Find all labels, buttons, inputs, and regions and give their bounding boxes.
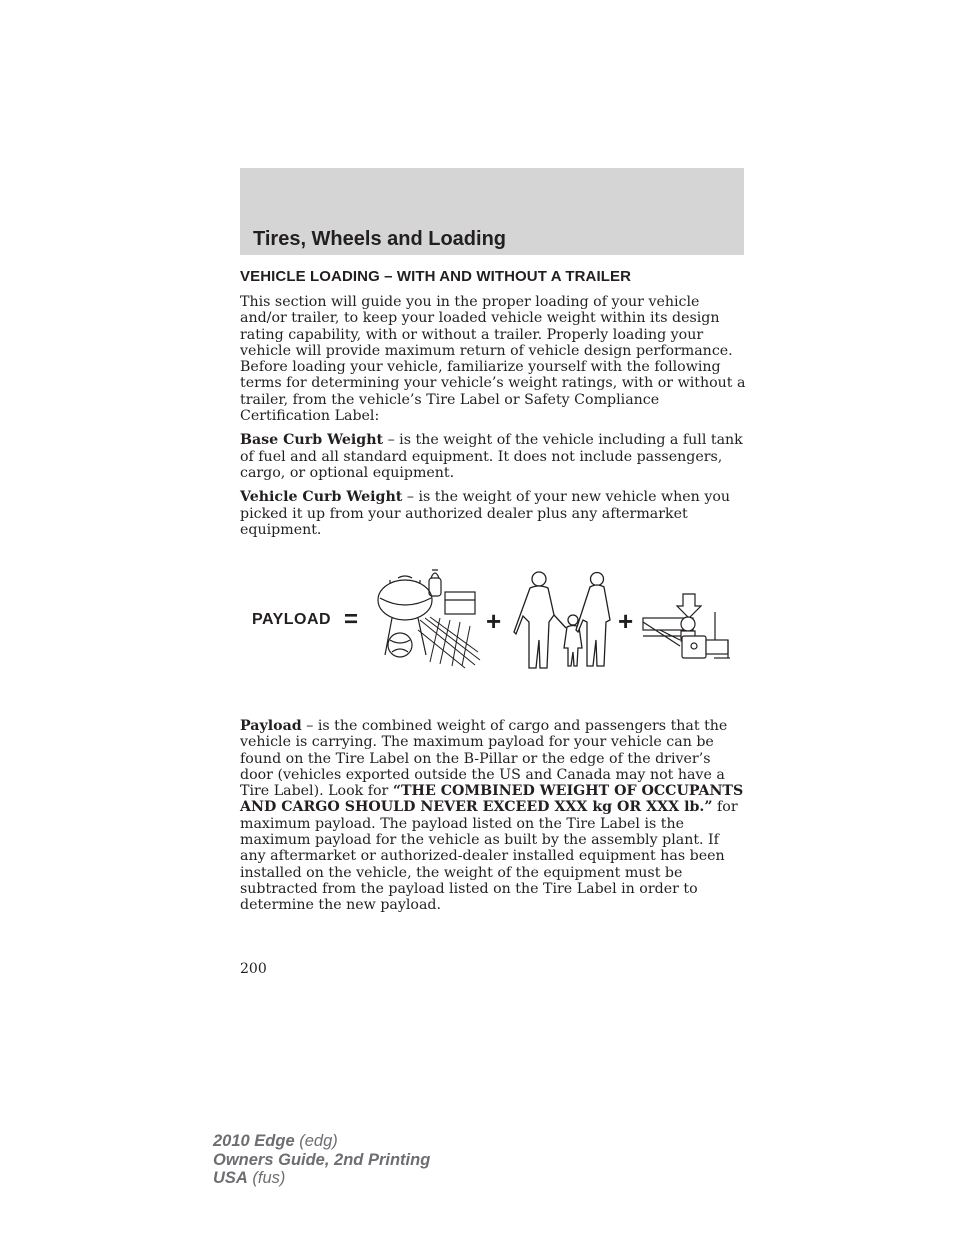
payload-definition-part2: for maximum payload. The payload listed on the Tire Label is the maximum payload for the vehicle as built by the assembly plant. If any aftermarket or authorized-dealer installed equipment has been installed on the vehicle, the weight of the equipment must be subtracted from the payload listed on the Tire Label in order to determine the new payload.: [240, 799, 738, 914]
footer-guide: Owners Guide, 2nd Printing: [213, 1150, 431, 1169]
chapter-title: Tires, Wheels and Loading: [253, 228, 507, 250]
footer-model: 2010 Edge: [213, 1132, 295, 1150]
payload-term: Payload: [240, 718, 302, 734]
footer-line-market: [213, 1169, 430, 1188]
footer-model-code: (edg): [294, 1132, 338, 1150]
vehicle-curb-weight-term: Vehicle Curb Weight: [240, 489, 403, 506]
document-footer: [213, 1132, 430, 1188]
payload-warning-text: “THE COMBINED WEIGHT OF OCCUPANTS AND CARGO SHOULD NEVER EXCEED XXX kg OR XXX lb.”: [240, 783, 744, 816]
page-number: 200: [240, 961, 267, 977]
footer-market: USA: [213, 1169, 248, 1187]
intro-paragraph: This section will guide you in the proper loading of your vehicle and/or trailer, to keep your loaded vehicle weight within its design rating capability, with or without a trailer. Properly loading your vehicle will provide maximum return of vehicle design performance. Before loading your vehicle, familiarize yourself with the following terms for determining your vehicle’s weight ratings, with or without a trailer, from the vehicle’s Tire Label or Safety Compliance Certification Label:: [240, 294, 746, 425]
payload-illustration: [240, 560, 746, 678]
section-heading: VEHICLE LOADING – WITH AND WITHOUT A TRAILER: [240, 268, 632, 285]
base-curb-weight-term: Base Curb Weight: [240, 432, 384, 449]
cargo-icon: [378, 570, 480, 668]
plus-sign-1: +: [486, 606, 502, 636]
footer-line-guide: [213, 1151, 430, 1170]
payload-definition-part1: – is the combined weight of cargo and passengers that the vehicle is carrying. The maximum payload for your vehicle can be found on the Tire Label on the B-Pillar or the edge of the driver’s door (vehicles exported outside the US and Canada may not have a Tire Label). Look for: [240, 718, 728, 800]
vehicle-curb-weight-definition: – is the weight of your new vehicle when you picked it up from your authorized dealer plus any aftermarket equipment.: [240, 489, 731, 538]
footer-line-model: [213, 1132, 430, 1151]
trailer-hitch-icon: [643, 594, 730, 658]
vehicle-curb-weight-paragraph: [240, 489, 746, 538]
main-content: [240, 267, 746, 546]
payload-equation-drawing: [240, 560, 746, 678]
payload-section: [240, 718, 746, 922]
payload-label: PAYLOAD: [252, 611, 332, 628]
footer-market-code: (fus): [247, 1169, 286, 1187]
equals-sign: =: [344, 606, 359, 633]
base-curb-weight-paragraph: [240, 432, 746, 481]
payload-paragraph: [240, 718, 746, 914]
section-header-band: [240, 168, 744, 255]
base-curb-weight-definition: – is the weight of the vehicle including a full tank of fuel and all standard equipment. It does not include passengers, cargo, or optional equipment.: [240, 432, 743, 481]
plus-sign-2: +: [618, 606, 634, 636]
passengers-icon: [514, 572, 610, 668]
